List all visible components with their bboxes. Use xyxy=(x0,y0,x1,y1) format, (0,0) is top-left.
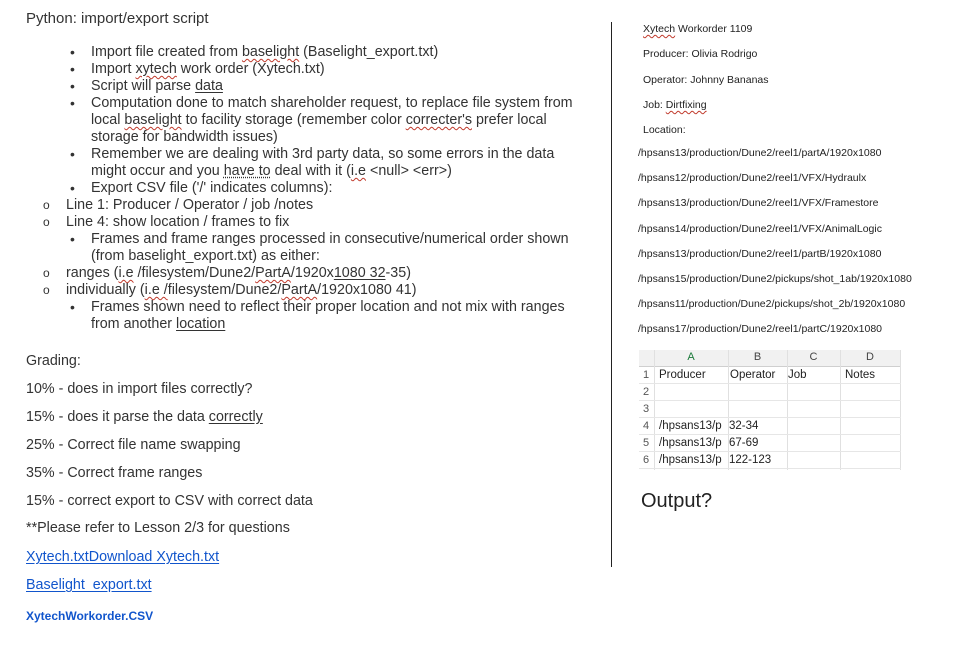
location-path: /hpsans13/production/Dune2/reel1/VFX/Framestore xyxy=(638,197,879,209)
baselight-export-link[interactable]: Baselight_export.txt xyxy=(26,577,152,593)
location-path: /hpsans17/production/Dune2/reel1/partC/1920x1080 xyxy=(638,323,883,335)
sheet-cell: /hpsans13/p xyxy=(659,420,722,432)
sub-list-item: o Line 1: Producer / Operator / job /notes xyxy=(43,197,314,213)
list-item: • Computation done to match shareholder request, to replace file system from local baselight to facility storage (remember color correcter's prefer local storage for bandwidth issues) xyxy=(70,95,573,145)
column-header: B xyxy=(753,351,762,363)
sub-list-item: o Line 4: show location / frames to fix xyxy=(43,214,290,230)
location-path: /hpsans13/production/Dune2/reel1/partA/1920x1080 xyxy=(638,147,882,159)
workorder-heading: Xytech Workorder 1109 xyxy=(643,23,753,35)
workorder-job: Job: Dirtfixing xyxy=(643,99,707,111)
spreadsheet-preview xyxy=(639,350,901,470)
output-label: Output? xyxy=(641,490,713,512)
sheet-cell: /hpsans13/p xyxy=(659,437,722,449)
column-divider xyxy=(611,22,612,567)
list-item: • Remember we are dealing with 3rd party data, so some errors in the data might occur and you have to deal with it (i.e <null> <err>) xyxy=(70,146,555,179)
grading-item: 15% - does it parse the data correctly xyxy=(26,409,263,425)
location-path: /hpsans14/production/Dune2/reel1/VFX/AnimalLogic xyxy=(638,223,882,235)
location-path: /hpsans15/production/Dune2/pickups/shot_1ab/1920x1080 xyxy=(638,273,912,285)
grading-item: 10% - does in import files correctly? xyxy=(26,381,253,397)
list-item: • Script will parse data xyxy=(70,78,223,94)
row-number: 2 xyxy=(642,386,650,398)
location-path: /hpsans13/production/Dune2/reel1/partB/1920x1080 xyxy=(638,248,882,260)
row-number: 3 xyxy=(642,403,650,415)
grading-heading: Grading: xyxy=(26,353,81,369)
sheet-cell: 32-34 xyxy=(729,420,759,432)
sub-list-item: o ranges (i.e /filesystem/Dune2/PartA/1920x1080 32-35) xyxy=(43,265,411,281)
grading-item: 25% - Correct file name swapping xyxy=(26,437,241,453)
grading-note: **Please refer to Lesson 2/3 for questions xyxy=(26,520,290,536)
row-number: 4 xyxy=(642,420,650,432)
sheet-cell: 67-69 xyxy=(729,437,759,449)
location-path: /hpsans12/production/Dune2/reel1/VFX/Hydraulx xyxy=(638,172,867,184)
xytech-csv-link[interactable]: XytechWorkorder.CSV xyxy=(26,609,154,623)
sub-list-item: o individually (i.e /filesystem/Dune2/PartA/1920x1080 41) xyxy=(43,282,417,298)
requirements-list xyxy=(43,44,581,333)
list-item: • Frames and frame ranges processed in consecutive/numerical order shown (from baselight_export.txt) as either: xyxy=(70,231,569,264)
row-number: 1 xyxy=(642,369,650,381)
location-path: /hpsans11/production/Dune2/pickups/shot_2b/1920x1080 xyxy=(638,298,906,310)
list-item: • Import file created from baselight (Baselight_export.txt) xyxy=(70,44,439,60)
row-number: 6 xyxy=(642,454,650,466)
list-item: • Import xytech work order (Xytech.txt) xyxy=(70,61,325,77)
page-title: Python: import/export script xyxy=(26,10,209,27)
row-number: 5 xyxy=(642,437,650,449)
workorder-producer: Producer: Olivia Rodrigo xyxy=(643,48,758,60)
column-header: D xyxy=(866,351,874,363)
sheet-cell: /hpsans13/p xyxy=(659,454,722,466)
sheet-cell: Operator xyxy=(730,369,776,381)
workorder-location-label: Location: xyxy=(643,124,686,136)
list-item: • Frames shown need to reflect their proper location and not mix with ranges from another location xyxy=(70,299,565,332)
sheet-cell: 122-123 xyxy=(729,454,772,466)
workorder-operator: Operator: Johnny Bananas xyxy=(643,74,769,86)
sheet-cell: Notes xyxy=(845,369,876,381)
sheet-cell: Job xyxy=(788,369,807,381)
column-header: A xyxy=(687,351,695,363)
column-header: C xyxy=(809,351,818,363)
list-item: • Export CSV file ('/' indicates columns): xyxy=(70,180,333,196)
xytech-download-link[interactable]: Xytech.txtDownload Xytech.txt xyxy=(26,549,220,565)
sheet-cell: Producer xyxy=(659,369,706,381)
grading-item: 35% - Correct frame ranges xyxy=(26,465,203,481)
grading-item: 15% - correct export to CSV with correct data xyxy=(26,493,313,509)
